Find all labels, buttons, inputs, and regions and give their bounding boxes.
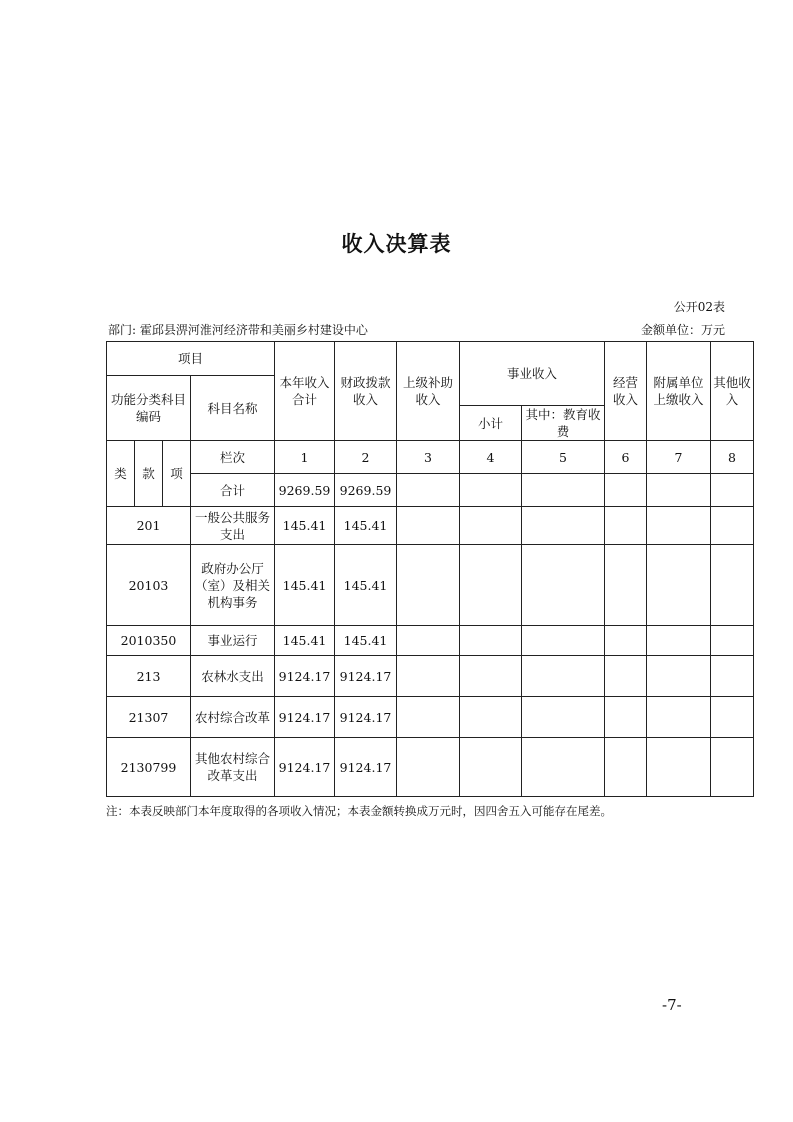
table-note: 注：本表反映部门本年度取得的各项收入情况；本表金额转换成万元时，因四舍五入可能存在尾差。 [106, 804, 612, 818]
empty-cell [522, 626, 605, 656]
empty-cell [647, 697, 711, 738]
col-num: 6 [605, 441, 647, 474]
total-row-fiscal: 9269.59 [335, 474, 397, 507]
empty-cell [397, 697, 460, 738]
row-total: 9124.17 [275, 656, 335, 697]
empty-cell [460, 738, 522, 797]
empty-cell [605, 738, 647, 797]
table-row [107, 626, 754, 656]
table-row [107, 507, 754, 545]
header-other: 其他收入 [711, 342, 754, 441]
row-code: 213 [107, 656, 191, 697]
empty-cell [397, 656, 460, 697]
empty-cell [711, 626, 754, 656]
empty-cell [647, 738, 711, 797]
col-label: 栏次 [191, 441, 275, 474]
row-code: 2010350 [107, 626, 191, 656]
empty-cell [522, 474, 605, 507]
income-table [106, 341, 754, 797]
row-code: 21307 [107, 697, 191, 738]
empty-cell [711, 656, 754, 697]
empty-cell [522, 697, 605, 738]
empty-cell [460, 697, 522, 738]
total-row-label: 合计 [191, 474, 275, 507]
empty-cell [711, 738, 754, 797]
col-num: 2 [335, 441, 397, 474]
empty-cell [397, 738, 460, 797]
row-name: 农林水支出 [191, 656, 275, 697]
empty-cell [711, 474, 754, 507]
empty-cell [460, 656, 522, 697]
header-kuan: 款 [135, 441, 163, 507]
empty-cell [605, 626, 647, 656]
empty-cell [397, 474, 460, 507]
empty-cell [460, 474, 522, 507]
empty-cell [605, 545, 647, 626]
row-name: 政府办公厅（室）及相关机构事务 [191, 545, 275, 626]
empty-cell [460, 507, 522, 545]
col-num: 5 [522, 441, 605, 474]
empty-cell [647, 656, 711, 697]
empty-cell [397, 626, 460, 656]
header-upper: 上级补助收入 [397, 342, 460, 441]
row-name: 事业运行 [191, 626, 275, 656]
col-num: 1 [275, 441, 335, 474]
table-row [107, 697, 754, 738]
row-code: 201 [107, 507, 191, 545]
empty-cell [397, 507, 460, 545]
header-operating: 经营收入 [605, 342, 647, 441]
header-affiliated: 附属单位上缴收入 [647, 342, 711, 441]
empty-cell [460, 545, 522, 626]
empty-cell [605, 474, 647, 507]
row-code: 2130799 [107, 738, 191, 797]
header-subject-name: 科目名称 [191, 376, 275, 441]
empty-cell [647, 545, 711, 626]
empty-cell [711, 507, 754, 545]
header-total: 本年收入合计 [275, 342, 335, 441]
table-row [107, 738, 754, 797]
empty-cell [647, 507, 711, 545]
header-subtotal: 小计 [460, 406, 522, 441]
row-fiscal: 145.41 [335, 626, 397, 656]
header-xiang: 项 [163, 441, 191, 507]
empty-cell [647, 474, 711, 507]
empty-cell [605, 656, 647, 697]
total-row-total: 9269.59 [275, 474, 335, 507]
empty-cell [711, 545, 754, 626]
col-num: 8 [711, 441, 754, 474]
department-label: 部门: 霍邱县淠河淮河经济带和美丽乡村建设中心 [108, 323, 368, 337]
empty-cell [522, 738, 605, 797]
row-total: 145.41 [275, 545, 335, 626]
header-fiscal: 财政拨款收入 [335, 342, 397, 441]
row-name: 一般公共服务支出 [191, 507, 275, 545]
row-total: 9124.17 [275, 697, 335, 738]
amount-unit: 金额单位：万元 [640, 323, 725, 337]
empty-cell [522, 545, 605, 626]
empty-cell [460, 626, 522, 656]
page-number: -7- [662, 996, 682, 1014]
empty-cell [711, 697, 754, 738]
header-business: 事业收入 [460, 342, 605, 406]
row-code: 20103 [107, 545, 191, 626]
col-num: 4 [460, 441, 522, 474]
table-row [107, 656, 754, 697]
empty-cell [605, 507, 647, 545]
empty-cell [605, 697, 647, 738]
empty-cell [522, 656, 605, 697]
form-number: 公开02表 [673, 300, 725, 314]
row-total: 145.41 [275, 507, 335, 545]
row-total: 145.41 [275, 626, 335, 656]
table-row [107, 545, 754, 626]
row-fiscal: 145.41 [335, 545, 397, 626]
row-fiscal: 9124.17 [335, 738, 397, 797]
row-name: 其他农村综合改革支出 [191, 738, 275, 797]
empty-cell [522, 507, 605, 545]
header-item: 项目 [107, 342, 275, 376]
col-num: 3 [397, 441, 460, 474]
row-fiscal: 145.41 [335, 507, 397, 545]
header-func-code: 功能分类科目编码 [107, 376, 191, 441]
col-num: 7 [647, 441, 711, 474]
row-fiscal: 9124.17 [335, 656, 397, 697]
row-name: 农村综合改革 [191, 697, 275, 738]
empty-cell [397, 545, 460, 626]
row-total: 9124.17 [275, 738, 335, 797]
row-fiscal: 9124.17 [335, 697, 397, 738]
header-edu-fee: 其中：教育收费 [522, 406, 605, 441]
empty-cell [647, 626, 711, 656]
header-lei: 类 [107, 441, 135, 507]
page-title: 收入决算表 [341, 232, 452, 256]
